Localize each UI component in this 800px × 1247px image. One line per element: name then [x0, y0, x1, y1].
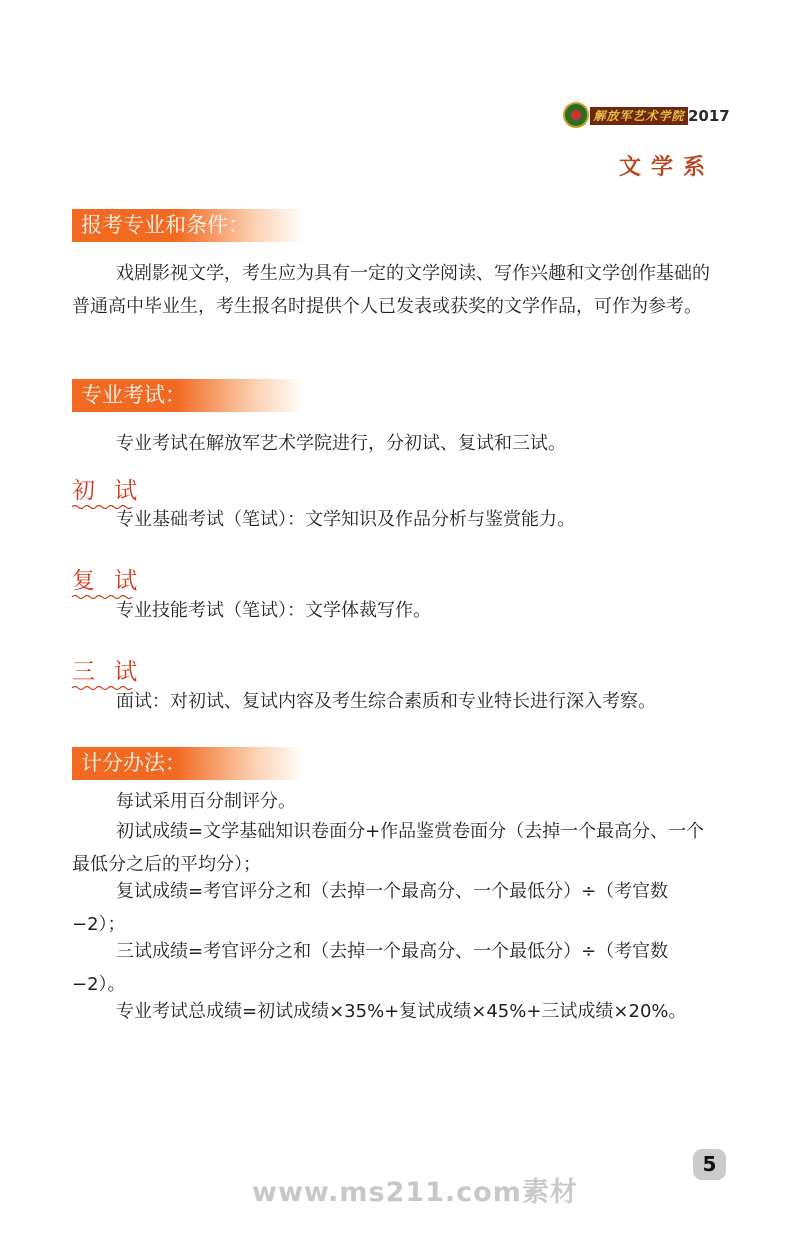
- heading-text: 计分办法：: [81, 751, 186, 775]
- scoring-paragraph: 专业考试总成绩=初试成绩×35%+复试成绩×45%+三试成绩×20%。: [116, 1001, 687, 1022]
- round2-desc: 专业技能考试（笔试）：文学体裁写作。: [116, 600, 431, 621]
- scoring-paragraph: 初试成绩=文学基础知识卷面分+作品鉴赏卷面分（去掉一个最高分、一个最低分之后的平均分）；: [72, 821, 705, 875]
- page-number: 5: [693, 1149, 726, 1180]
- heading-text: 报考专业和条件：: [81, 213, 249, 237]
- round1-desc: 专业基础考试（笔试）：文学知识及作品分析与鉴赏能力。: [116, 509, 575, 530]
- emblem-icon: [563, 102, 589, 128]
- exam-paragraph: 专业考试在解放军艺术学院进行，分初试、复试和三试。: [116, 433, 566, 454]
- section-heading-scoring: [72, 747, 304, 780]
- section-heading-exam: [72, 379, 304, 412]
- round3-desc: 面试：对初试、复试内容及考生综合素质和专业特长进行深入考察。: [116, 691, 656, 712]
- round1-title: 初 试: [72, 478, 144, 504]
- heading-text: 专业考试：: [81, 383, 186, 407]
- header-logo: [560, 100, 730, 134]
- department-title: 文学系: [618, 154, 715, 180]
- requirements-paragraph: 戏剧影视文学，考生应为具有一定的文学阅读、写作兴趣和文学创作基础的普通高中毕业生，考生报名时提供个人已发表或获奖的文学作品，可作为参考。: [72, 263, 710, 317]
- scoring-paragraph: 三试成绩=考官评分之和（去掉一个最高分、一个最低分）÷（考官数−2）。: [72, 941, 669, 995]
- header-year: 2017: [688, 107, 730, 125]
- scoring-paragraph: 每试采用百分制评分。: [116, 791, 296, 812]
- round3-title: 三 试: [72, 659, 144, 685]
- school-name: 解放军艺术学院: [590, 107, 688, 125]
- round2-title: 复 试: [72, 568, 144, 594]
- section-heading-requirements: [72, 209, 304, 242]
- scoring-paragraph: 复试成绩=考官评分之和（去掉一个最高分、一个最低分）÷（考官数−2）；: [72, 881, 669, 935]
- watermark: www.ms211.com素材: [252, 1177, 578, 1208]
